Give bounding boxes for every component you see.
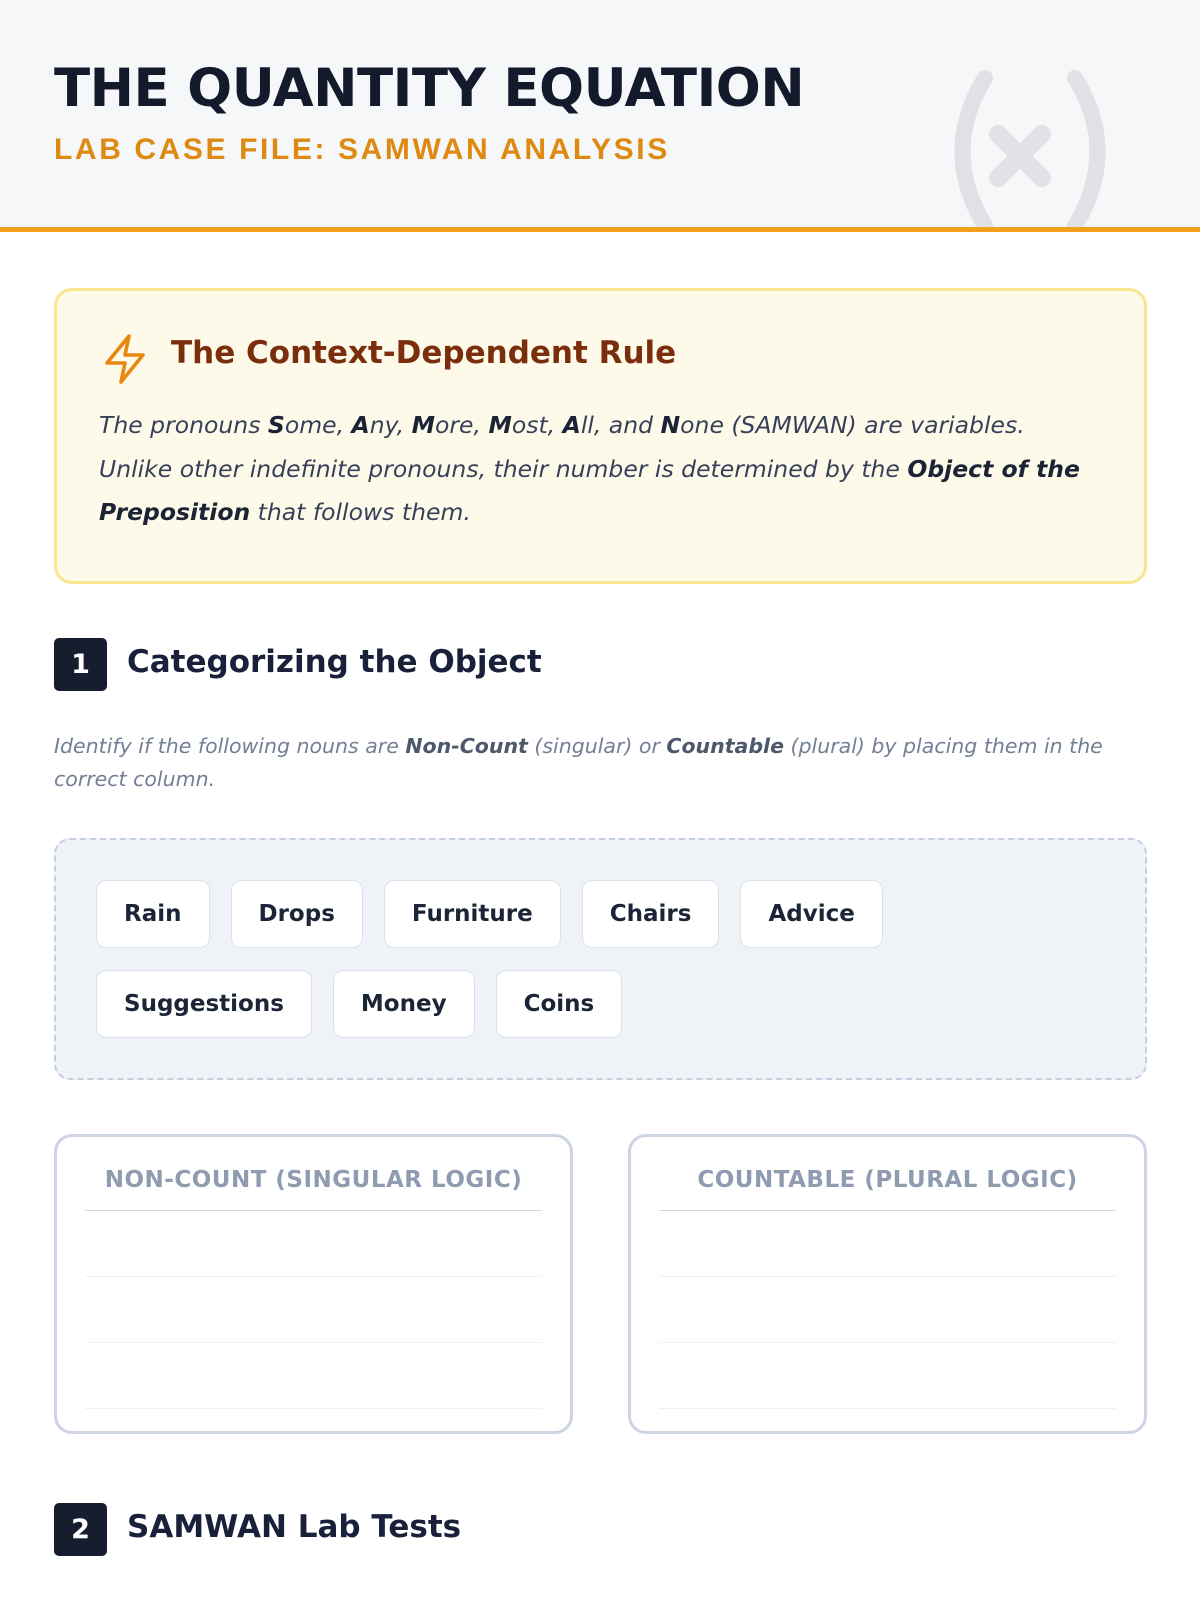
rule-title: The Context-Dependent Rule (171, 335, 677, 371)
word-chip[interactable]: Suggestions (96, 970, 312, 1038)
page-subtitle: LAB CASE FILE: SAMWAN ANALYSIS (54, 133, 670, 166)
drop-slot[interactable] (85, 1277, 542, 1343)
word-bank (54, 838, 1147, 1080)
section-number: 1 (54, 638, 107, 691)
section-title: SAMWAN Lab Tests (127, 1509, 462, 1545)
rule-callout (54, 288, 1147, 584)
section-number: 2 (54, 1503, 107, 1556)
section-title: Categorizing the Object (127, 644, 542, 680)
rule-text: The pronouns Some, Any, More, Most, All, and None (SAMWAN) are variables. Unlike other indefinite pronouns, their number is determined by the Object of the Preposition that follows them. (99, 411, 1080, 526)
countable-column[interactable] (628, 1134, 1147, 1434)
header-divider (0, 227, 1200, 232)
page-title: THE QUANTITY EQUATION (54, 58, 805, 119)
drop-slot[interactable] (85, 1211, 542, 1277)
noncount-column[interactable] (54, 1134, 573, 1434)
word-chip[interactable]: Chairs (582, 880, 720, 948)
instruction-text: Identify if the following nouns are Non-Count (singular) or Countable (plural) by placing them in the correct column. (54, 734, 1103, 791)
word-chip[interactable]: Furniture (384, 880, 561, 948)
word-chip[interactable]: Rain (96, 880, 210, 948)
word-chip[interactable]: Advice (740, 880, 882, 948)
word-chip-list (96, 880, 1105, 1060)
rule-emphasis: Object of the Preposition (99, 454, 1080, 526)
drop-slot[interactable] (659, 1277, 1116, 1343)
variable-x-icon (940, 56, 1120, 227)
column-heading: NON-COUNT (SINGULAR LOGIC) (85, 1167, 542, 1211)
drop-slot[interactable] (659, 1211, 1116, 1277)
column-heading: COUNTABLE (PLURAL LOGIC) (659, 1167, 1116, 1211)
drop-slot[interactable] (659, 1343, 1116, 1409)
lightning-bolt-icon (101, 333, 149, 385)
word-chip[interactable]: Drops (231, 880, 363, 948)
word-chip[interactable]: Money (333, 970, 475, 1038)
word-chip[interactable]: Coins (496, 970, 623, 1038)
page-header (0, 0, 1200, 227)
drop-slot[interactable] (85, 1343, 542, 1409)
